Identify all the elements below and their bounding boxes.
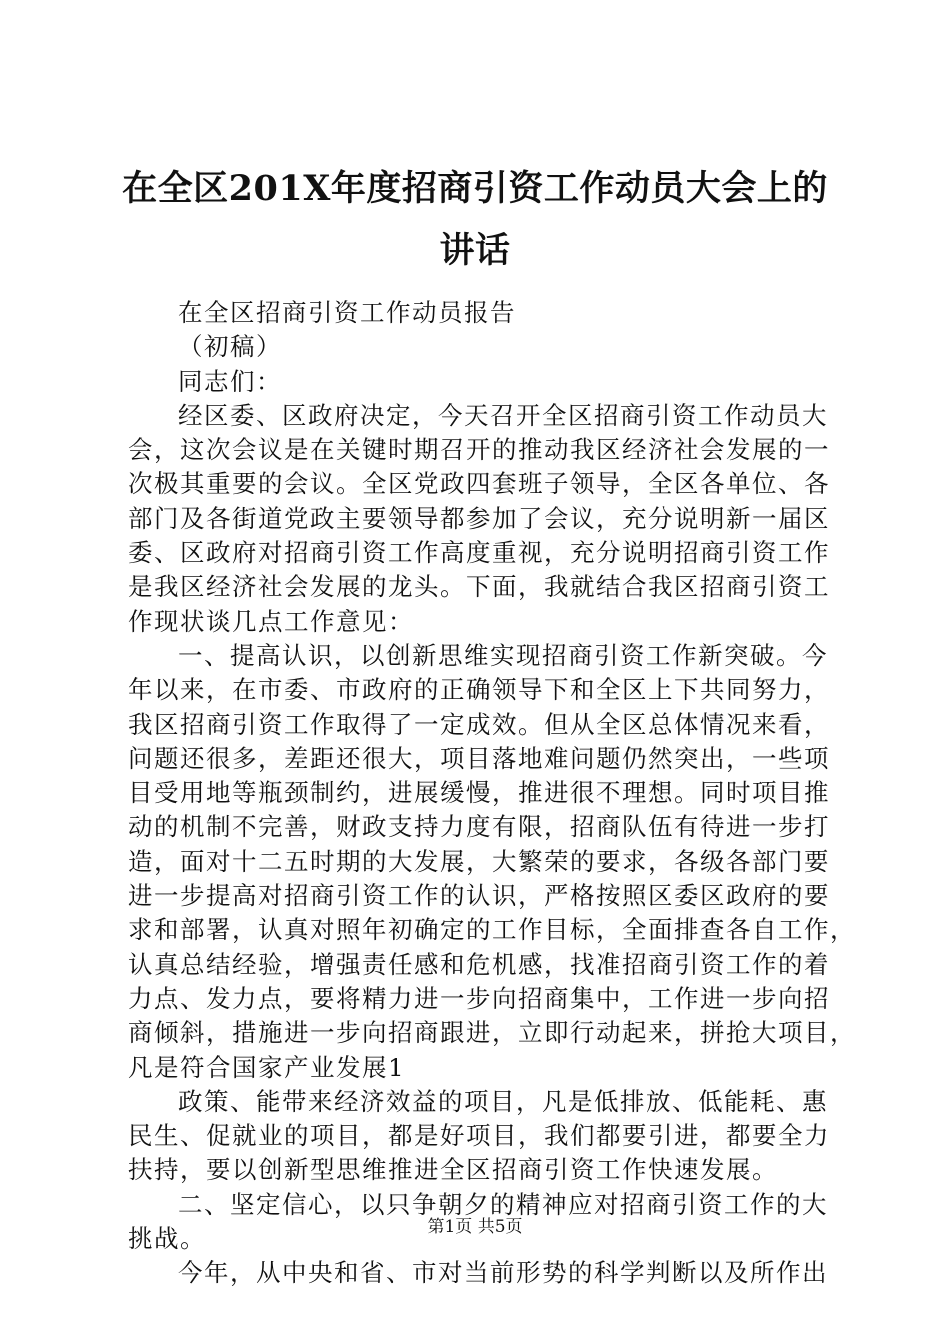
text-line: 委、区政府对招商引资工作高度重视，充分说明招商引资工作 xyxy=(128,538,830,568)
document-title xyxy=(120,158,830,282)
text-line: 目受用地等瓶颈制约，进展缓慢，推进很不理想。同时项目推 xyxy=(128,778,830,808)
text-line: 二、坚定信心，以只争朝夕的精神应对招商引资工作的大 xyxy=(178,1189,828,1219)
document-body xyxy=(128,296,856,1291)
text-line: 民生、促就业的项目，都是好项目，我们都要引进，都要全力 xyxy=(128,1121,830,1151)
text-line: 认真总结经验，增强责任感和危机感，找准招商引资工作的着 xyxy=(128,949,830,979)
text-line: 今年，从中央和省、市对当前形势的科学判断以及所作出 xyxy=(178,1258,828,1288)
text-line: 我区招商引资工作取得了一定成效。但从全区总体情况来看， xyxy=(128,709,830,739)
text-line: 进一步提高对招商引资工作的认识，严格按照区委区政府的要 xyxy=(128,881,830,911)
title-line-2: 讲话 xyxy=(439,230,511,271)
text-line: 次极其重要的会议。全区党政四套班子领导，全区各单位、各 xyxy=(128,469,830,499)
page-footer: 第1页 共5页 xyxy=(427,1217,523,1237)
text-line: 作现状谈几点工作意见： xyxy=(128,606,414,636)
text-line: 问题还很多，差距还很大，项目落地难问题仍然突出，一些项 xyxy=(128,743,830,773)
text-line: 经区委、区政府决定，今天召开全区招商引资工作动员大 xyxy=(178,400,828,430)
text-line: 在全区招商引资工作动员报告 xyxy=(178,298,516,327)
text-line: 商倾斜，措施进一步向招商跟进，立即行动起来，拼抢大项目， xyxy=(128,1018,856,1048)
text-line: 力点、发力点，要将精力进一步向招商集中，工作进一步向招 xyxy=(128,983,830,1013)
text-line: 是我区经济社会发展的龙头。下面，我就结合我区招商引资工 xyxy=(128,572,830,602)
text-line: 一、提高认识，以创新思维实现招商引资工作新突破。今 xyxy=(178,640,828,670)
title-line-1: 在全区201X年度招商引资工作动员大会上的 xyxy=(122,168,828,209)
text-line: 会，这次会议是在关键时期召开的推动我区经济社会发展的一 xyxy=(128,435,830,465)
text-line: 挑战。 xyxy=(128,1224,206,1254)
text-line: 扶持，要以创新型思维推进全区招商引资工作快速发展。 xyxy=(128,1155,778,1185)
text-line: 动的机制不完善，财政支持力度有限，招商队伍有待进一步打 xyxy=(128,812,830,842)
text-line: 政策、能带来经济效益的项目，凡是低排放、低能耗、惠 xyxy=(178,1086,828,1116)
text-line: 部门及各街道党政主要领导都参加了会议，充分说明新一届区 xyxy=(128,503,830,533)
text-line: 求和部署，认真对照年初确定的工作目标，全面排查各自工作， xyxy=(128,915,856,945)
text-line: 年以来，在市委、市政府的正确领导下和全区上下共同努力， xyxy=(128,675,830,705)
text-line: 造，面对十二五时期的大发展，大繁荣的要求，各级各部门要 xyxy=(128,846,830,876)
text-line: 凡是符合国家产业发展1 xyxy=(128,1052,406,1082)
text-line: 同志们： xyxy=(178,366,282,396)
text-line: （初稿） xyxy=(178,332,282,362)
